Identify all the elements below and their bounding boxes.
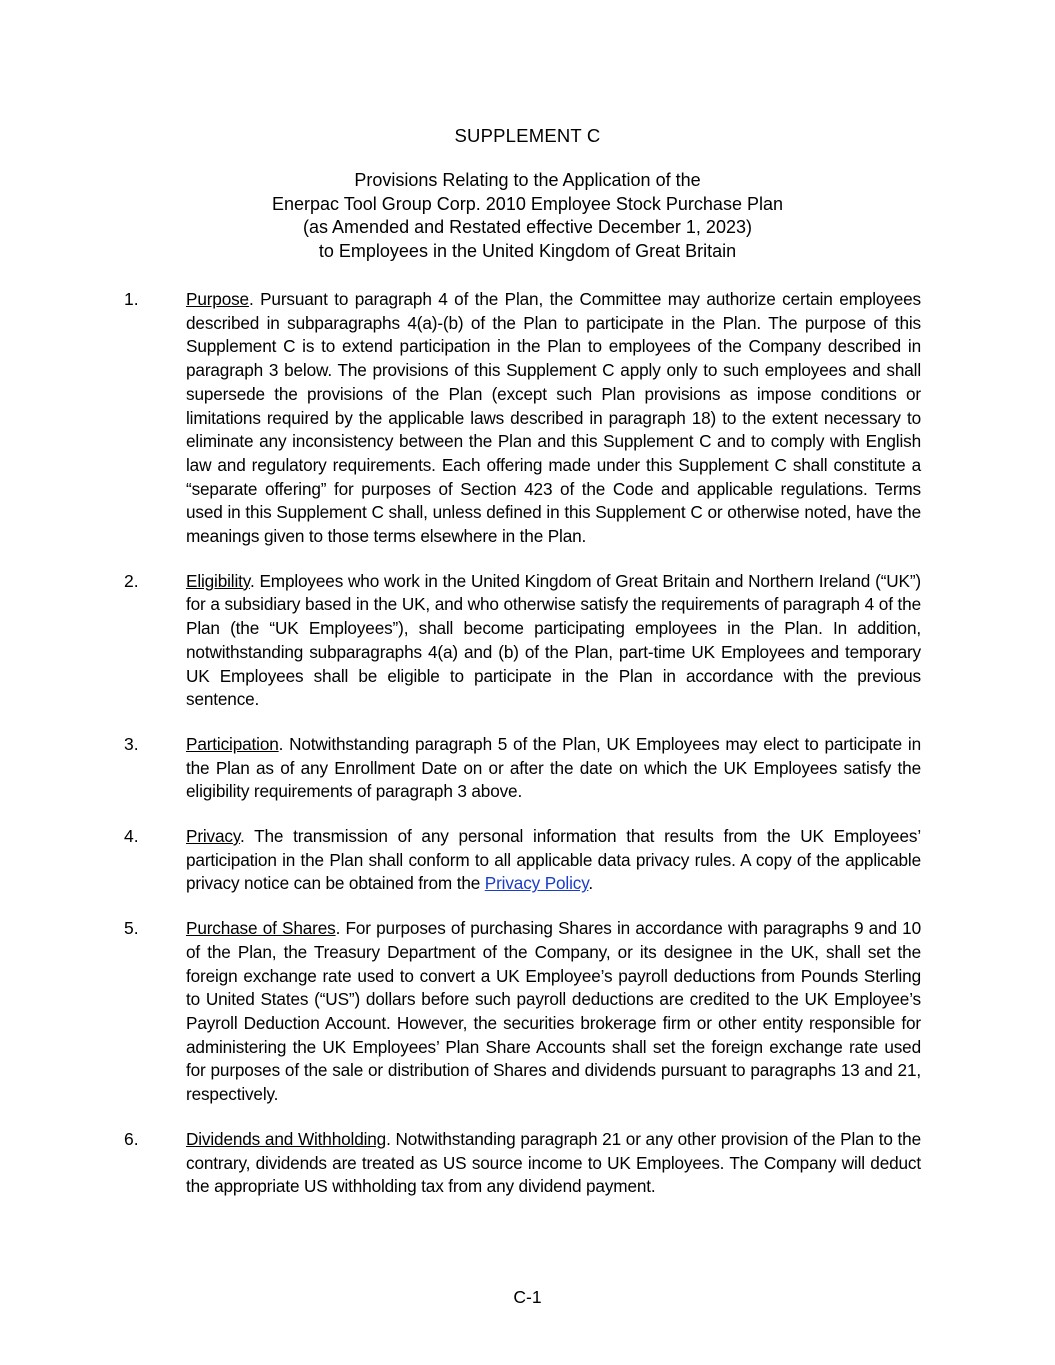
section-heading: Purpose xyxy=(186,289,249,309)
section-body xyxy=(186,825,921,896)
section-heading: Privacy xyxy=(186,826,241,847)
section-body xyxy=(186,288,921,549)
section-heading: Participation xyxy=(186,733,279,754)
section-text: . Notwithstanding paragraph 21 or any other provision of the Plan to the contrary, dividends are treated as US source income to UK Employees. The Company will deduct the appropriate US withholding tax from any dividend payment. xyxy=(186,1128,922,1197)
subtitle-line: to Employees in the United Kingdom of Great Britain xyxy=(318,240,737,261)
privacy-policy-link[interactable]: Privacy Policy xyxy=(484,873,589,894)
document-title: SUPPLEMENT C xyxy=(454,125,601,146)
subtitle-line: (as Amended and Restated effective December 1, 2023) xyxy=(303,217,752,238)
section-purpose xyxy=(0,288,1055,549)
section-number: 5. xyxy=(124,918,139,939)
section-heading: Dividends and Withholding xyxy=(186,1128,387,1149)
section-eligibility xyxy=(0,570,1055,712)
section-body xyxy=(186,570,921,712)
section-purchase-of-shares xyxy=(0,917,1055,1107)
subtitle-line: Enerpac Tool Group Corp. 2010 Employee Stock Purchase Plan xyxy=(272,193,783,214)
section-body xyxy=(186,733,921,804)
section-number: 6. xyxy=(124,1128,139,1149)
section-heading: Eligibility xyxy=(186,570,250,591)
section-number: 4. xyxy=(124,826,139,847)
section-text: . Notwithstanding paragraph 5 of the Plan, UK Employees may elect to participate in the Plan as of any Enrollment Date on or after the date on which the UK Employees satisfy the eligibility requirements of paragraph 3 above. xyxy=(186,733,921,802)
section-dividends-and-withholding xyxy=(0,1128,1055,1199)
section-participation xyxy=(0,733,1055,804)
subtitle-line: Provisions Relating to the Application of the xyxy=(354,170,701,190)
section-text: . Employees who work in the United Kingdom of Great Britain and Northern Ireland (“UK”) for a subsidiary based in the UK, and who otherwise satisfy the requirements of paragraph 4 of the Plan (the “UK Employees”), shall become participating employees in the Plan. In addition, notwithstanding subparagraphs 4(a) and (b) of the Plan, part-time UK Employees and temporary UK Employees shall be eligible to participate in the Plan in accordance with the previous sentence. xyxy=(186,570,921,710)
section-number: 2. xyxy=(124,570,139,591)
section-body xyxy=(186,1128,921,1199)
section-text: . Pursuant to paragraph 4 of the Plan, the Committee may authorize certain employees described in subparagraphs 4(a)-(b) of the Plan to participate in the Plan. The purpose of this Supplement C is to extend participation in the Plan to employees of the Company described in paragraph 3 below. The provisions of this Supplement C apply only to such employees and shall supersede the provisions of the Plan (except such Plan provisions as impose conditions or limitations required by the applicable laws described in paragraph 18) to the extent necessary to eliminate any inconsistency between the Plan and this Supplement C and to comply with English law and regulatory requirements. Each offering made under this Supplement C shall constitute a “separate offering” for purposes of Section 423 of the Code and applicable regulations. Terms used in this Supplement C shall, unless defined in this Supplement C or otherwise noted, have the meanings given to those terms elsewhere in the Plan. xyxy=(186,289,921,547)
section-body xyxy=(186,917,921,1107)
document-subtitle xyxy=(0,169,1055,263)
section-number: 3. xyxy=(124,733,139,754)
section-heading: Purchase of Shares xyxy=(186,918,336,939)
section-text-after: . xyxy=(588,873,594,894)
section-text: . The transmission of any personal information that results from the UK Employees’ participation in the Plan shall conform to all applicable data privacy rules. A copy of the applicable privacy notice can be obtained from the xyxy=(186,826,921,894)
section-text: . For purposes of purchasing Shares in accordance with paragraphs 9 and 10 of the Plan, the Treasury Department of the Company, or its designee in the UK, shall set the foreign exchange rate used to convert a UK Employee’s payroll deductions from Pounds Sterling to United States (“US”) dollars before such payroll deductions are credited to the UK Employee’s Payroll Deduction Account. However, the securities brokerage firm or other entity responsible for administering the UK Employees’ Plan Share Accounts shall set the foreign exchange rate used for purposes of the sale or distribution of Shares and dividends pursuant to paragraphs 13 and 21, respectively. xyxy=(186,918,921,1105)
section-privacy xyxy=(0,825,1055,896)
page-number: C-1 xyxy=(513,1287,542,1307)
section-number: 1. xyxy=(124,289,139,309)
sections-list xyxy=(0,288,1055,1220)
